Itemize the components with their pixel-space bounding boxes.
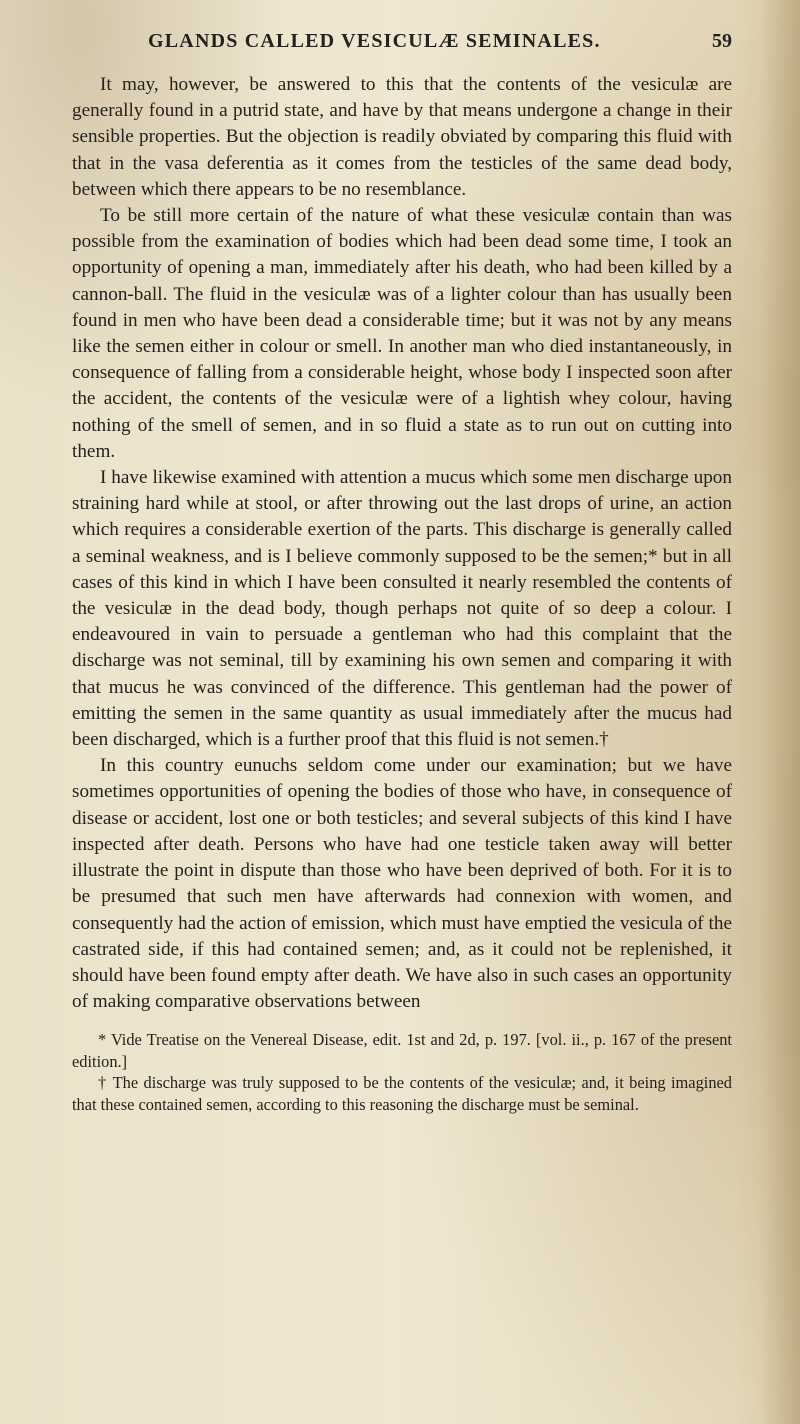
page-content <box>72 30 732 1115</box>
body-text <box>72 72 732 1015</box>
footnote: † The discharge was truly supposed to be the contents of the vesiculæ; and, it being imagined that these contained semen, according to this reasoning the discharge must be seminal. <box>72 1073 732 1114</box>
page-edge-stain <box>760 0 800 1424</box>
page-number: 59 <box>712 30 732 52</box>
paragraph: To be still more certain of the nature of what these vesiculæ contain than was possible from the examination of bodies which had been dead some time, I took an opportunity of opening a man, immediately after his death, who had been killed by a cannon-ball. The fluid in the vesiculæ was of a lighter colour than has usually been found in men who have been dead a considerable time; but it was not by any means like the semen either in colour or smell. In another man who died instantaneously, in consequence of falling from a considerable height, whose body I inspected soon after the accident, the contents of the vesiculæ were of a lightish whey colour, having nothing of the smell of semen, and in so fluid a state as to run out on cutting into them. <box>72 205 732 462</box>
footnote: * Vide Treatise on the Venereal Disease, edit. 1st and 2d, p. 197. [vol. ii., p. 167 of the present edition.] <box>72 1030 732 1071</box>
paragraph: I have likewise examined with attention a mucus which some men discharge upon straining hard while at stool, or after throwing out the last drops of urine, an action which requires a considerable exertion of the parts. This discharge is generally called a seminal weakness, and is I believe commonly supposed to be the semen;* but in all cases of this kind in which I have been consulted it nearly resembled the contents of the vesiculæ in the dead body, though perhaps not quite of so deep a colour. I endeavoured in vain to persuade a gentleman who had this complaint that the discharge was not seminal, till by examining his own semen and comparing it with that mucus he was convinced of the difference. This gentleman had the power of emitting the semen in the same quantity as usual immediately after the mucus had been discharged, which is a further proof that this fluid is not semen.† <box>72 467 732 751</box>
paragraph: In this country eunuchs seldom come under our examination; but we have sometimes opportunities of opening the bodies of those who have, in consequence of disease or accident, lost one or both testicles; and several subjects of this kind I have inspected after death. Persons who have had one testicle taken away will better illustrate the point in dispute than those who have been deprived of both. For it is to be presumed that such men have afterwards had connexion with women, and consequently had the action of emission, which must have emptied the vesicula of the castrated side, if this had contained semen; and, as it could not be replenished, it should have been found empty after death. We have also in such cases an opportunity of making comparative observations between <box>72 755 732 1013</box>
footnotes <box>72 1029 732 1115</box>
running-head <box>72 30 732 60</box>
paragraph: It may, however, be answered to this that the contents of the vesiculæ are generally found in a putrid state, and have by that means undergone a change in their sensible properties. But the objection is readily obviated by comparing this fluid with that in the vasa deferentia as it comes from the testicles of the same dead body, between which there appears to be no resemblance. <box>72 74 732 200</box>
running-title: GLANDS CALLED VESICULÆ SEMINALES. <box>148 30 601 52</box>
